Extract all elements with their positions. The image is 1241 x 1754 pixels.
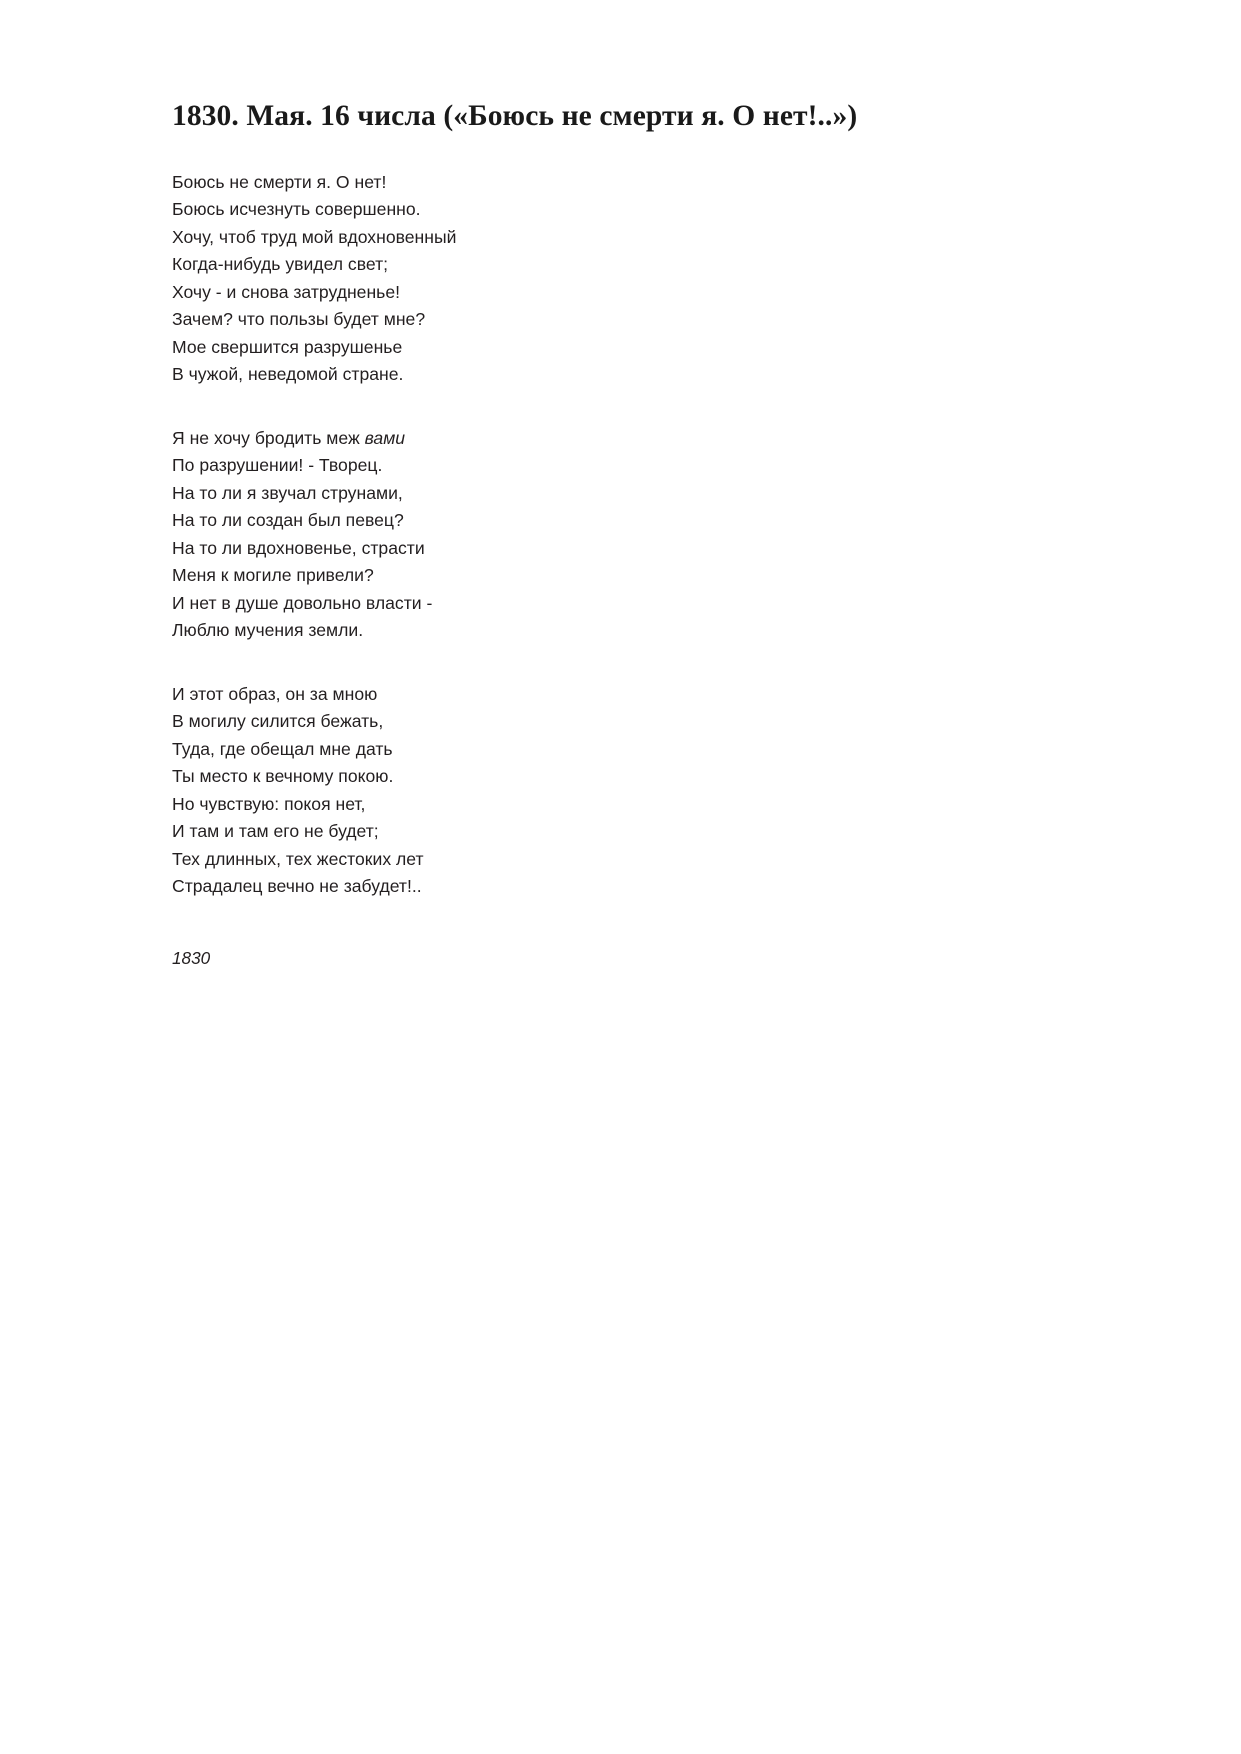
- poem-line: Меня к могиле привели?: [172, 565, 374, 586]
- poem-line: Люблю мучения земли.: [172, 620, 364, 641]
- poem-line: На то ли я звучал струнами,: [172, 482, 403, 503]
- poem-line: По разрушении! - Творец.: [172, 455, 383, 476]
- document-body: [172, 98, 1072, 971]
- poem-line: Страдалец вечно не забудет!..: [172, 876, 422, 897]
- poem-line: Но чувствую: покоя нет,: [172, 793, 366, 814]
- stanza-3: [172, 681, 1072, 901]
- poem-line: На то ли вдохновенье, страсти: [172, 537, 425, 558]
- poem-line: И нет в душе довольно власти -: [172, 592, 433, 613]
- poem-line: Хочу, чтоб труд мой вдохновенный: [172, 226, 457, 247]
- poem-line-emphasis: вами: [364, 427, 406, 448]
- poem-line: Боюсь исчезнуть совершенно.: [172, 199, 421, 220]
- poem-line: И этот образ, он за мною: [172, 683, 378, 704]
- poem-line: В могилу силится бежать,: [172, 711, 384, 732]
- poem-line: Хочу - и снова затрудненье!: [172, 281, 401, 302]
- poem-line: Ты место к вечному покою.: [172, 766, 394, 787]
- poem-line: Боюсь не смерти я. О нет!: [172, 171, 387, 192]
- stanza-1: [172, 169, 1072, 389]
- poem-line: Тех длинных, тех жестоких лет: [172, 848, 424, 869]
- poem-line: Когда-нибудь увидел свет;: [172, 254, 389, 275]
- poem-line-text: Я не хочу бродить меж: [172, 427, 365, 448]
- poem-line: [172, 425, 1072, 453]
- page-title: 1830. Мая. 16 числа («Боюсь не смерти я. О нет!..»): [172, 100, 858, 132]
- poem-line: Зачем? что пользы будет мне?: [172, 309, 426, 330]
- poem-line: И там и там его не будет;: [172, 821, 379, 842]
- poem-line: На то ли создан был певец?: [172, 510, 404, 531]
- poem-date: 1830: [172, 947, 211, 968]
- stanza-2: [172, 425, 1072, 645]
- poem-line: В чужой, неведомой стране.: [172, 364, 404, 385]
- poem-line: Мое свершится разрушенье: [172, 336, 403, 357]
- poem-line: Туда, где обещал мне дать: [172, 738, 393, 759]
